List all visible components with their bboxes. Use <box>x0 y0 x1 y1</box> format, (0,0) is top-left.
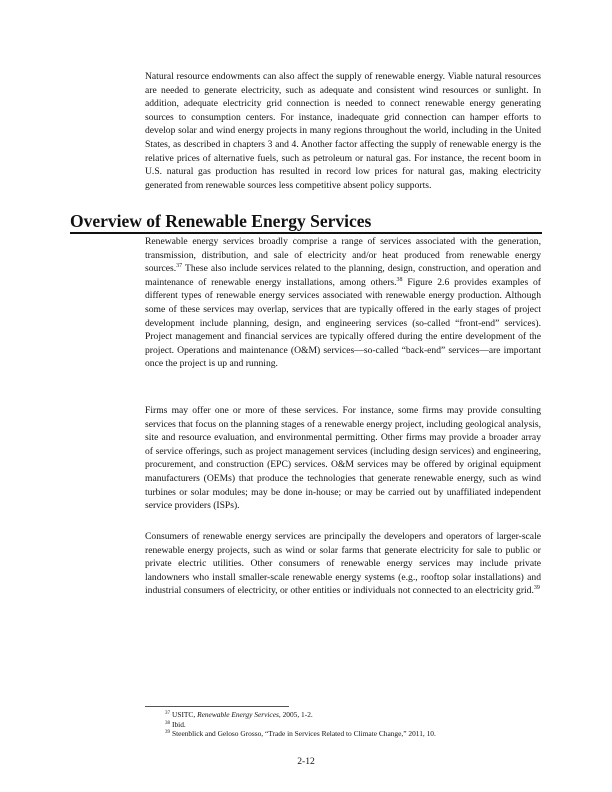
footnote-text: , 2005, 1-2. <box>278 710 313 719</box>
footnote-separator <box>145 706 289 707</box>
paragraph-text: These also include services related to the planning, design, construction, and operation and maintenance of renewable energy installations, among others. <box>145 263 541 288</box>
section-heading: Overview of Renewable Energy Services <box>70 211 372 231</box>
footnote-number: 37 <box>165 711 170 716</box>
footnote-39 <box>165 729 436 739</box>
footnote-ref-39[interactable]: 39 <box>533 585 540 592</box>
body-paragraph-overview <box>145 235 541 371</box>
body-paragraph-consumers <box>145 530 541 598</box>
footnote-37 <box>165 710 436 720</box>
body-paragraph-firms: Firms may offer one or more of these services. For instance, some firms may provide consulting services that focus on the planning stages of a renewable energy project, including geological analysis, site and resource evaluation, and environmental permitting. Other firms may provide a broader array of service offerings, such as project management services (including design services) and engineering, procurement, and construction (EPC) services. O&M services may be offered by original equipment manufacturers (OEMs) that produce the technologies that generate renewable energy, such as wind turbines or solar modules; may be done in-house; or may be carried out by unaffiliated independent service providers (ISPs). <box>145 405 541 512</box>
footnote-title: Renewable Energy Services <box>197 710 279 719</box>
paragraph-text: Figure 2.6 provides examples of different types of renewable energy services associated with renewable energy production. Although some of these services may overlap, services that are typically offered in the early stages of project development include planning, design, and engineering services (so-called “front-end” services). Project management and financial services are typically offered during the entire development of the project. Operations and maintenance (O&M) services—so-called “back-end” services—are important once the project is up and running. <box>145 276 541 370</box>
footnote-number: 38 <box>165 720 170 726</box>
footnote-ref-38[interactable]: 38 <box>396 276 403 283</box>
footnote-text: Ibid. <box>172 719 186 729</box>
heading-underline <box>70 232 542 234</box>
footnotes <box>165 710 436 739</box>
footnote-number: 39 <box>165 730 170 735</box>
footnote-text: USITC, <box>172 710 198 719</box>
footnote-text: Steenblick and Geloso Grosso, “Trade in Services Related to Climate Change,” 2011, 10. <box>172 729 436 738</box>
page-number: 2-12 <box>297 756 315 767</box>
footnote-ref-37[interactable]: 37 <box>176 263 183 270</box>
body-paragraph-natural-resources: Natural resource endowments can also affect the supply of renewable energy. Viable natural resources are needed to generate electricity, such as adequate and consistent wind resources or sunlight. In addition, adequate electricity grid connection is needed to connect renewable energy generating sources to consumption centers. For instance, inadequate grid connection can hamper efforts to develop solar and wind energy projects in many regions throughout the world, including in the United States, as described in chapters 3 and 4. Another factor affecting the supply of renewable energy is the relative prices of alternative fuels, such as petroleum or natural gas. For instance, the recent boom in U.S. natural gas production has resulted in record low prices for natural gas, making electricity generated from renewable sources less competitive absent policy supports. <box>145 71 541 191</box>
footnote-38 <box>165 720 436 730</box>
paragraph-text: Renewable energy services broadly comprise a range of services associated with the generation, transmission, distribution, and sale of electricity and/or heat produced from renewable energy sources. <box>145 236 541 275</box>
paragraph-text: Consumers of renewable energy services are principally the developers and operators of larger-scale renewable energy projects, such as wind or solar farms that generate electricity for sale to public or private electric utilities. Other consumers of renewable energy services may include private landowners who install smaller-scale renewable energy systems (e.g., rooftop solar installations) and industrial consumers of electricity, or other entities or individuals not connected to an electricity grid. <box>145 531 541 597</box>
